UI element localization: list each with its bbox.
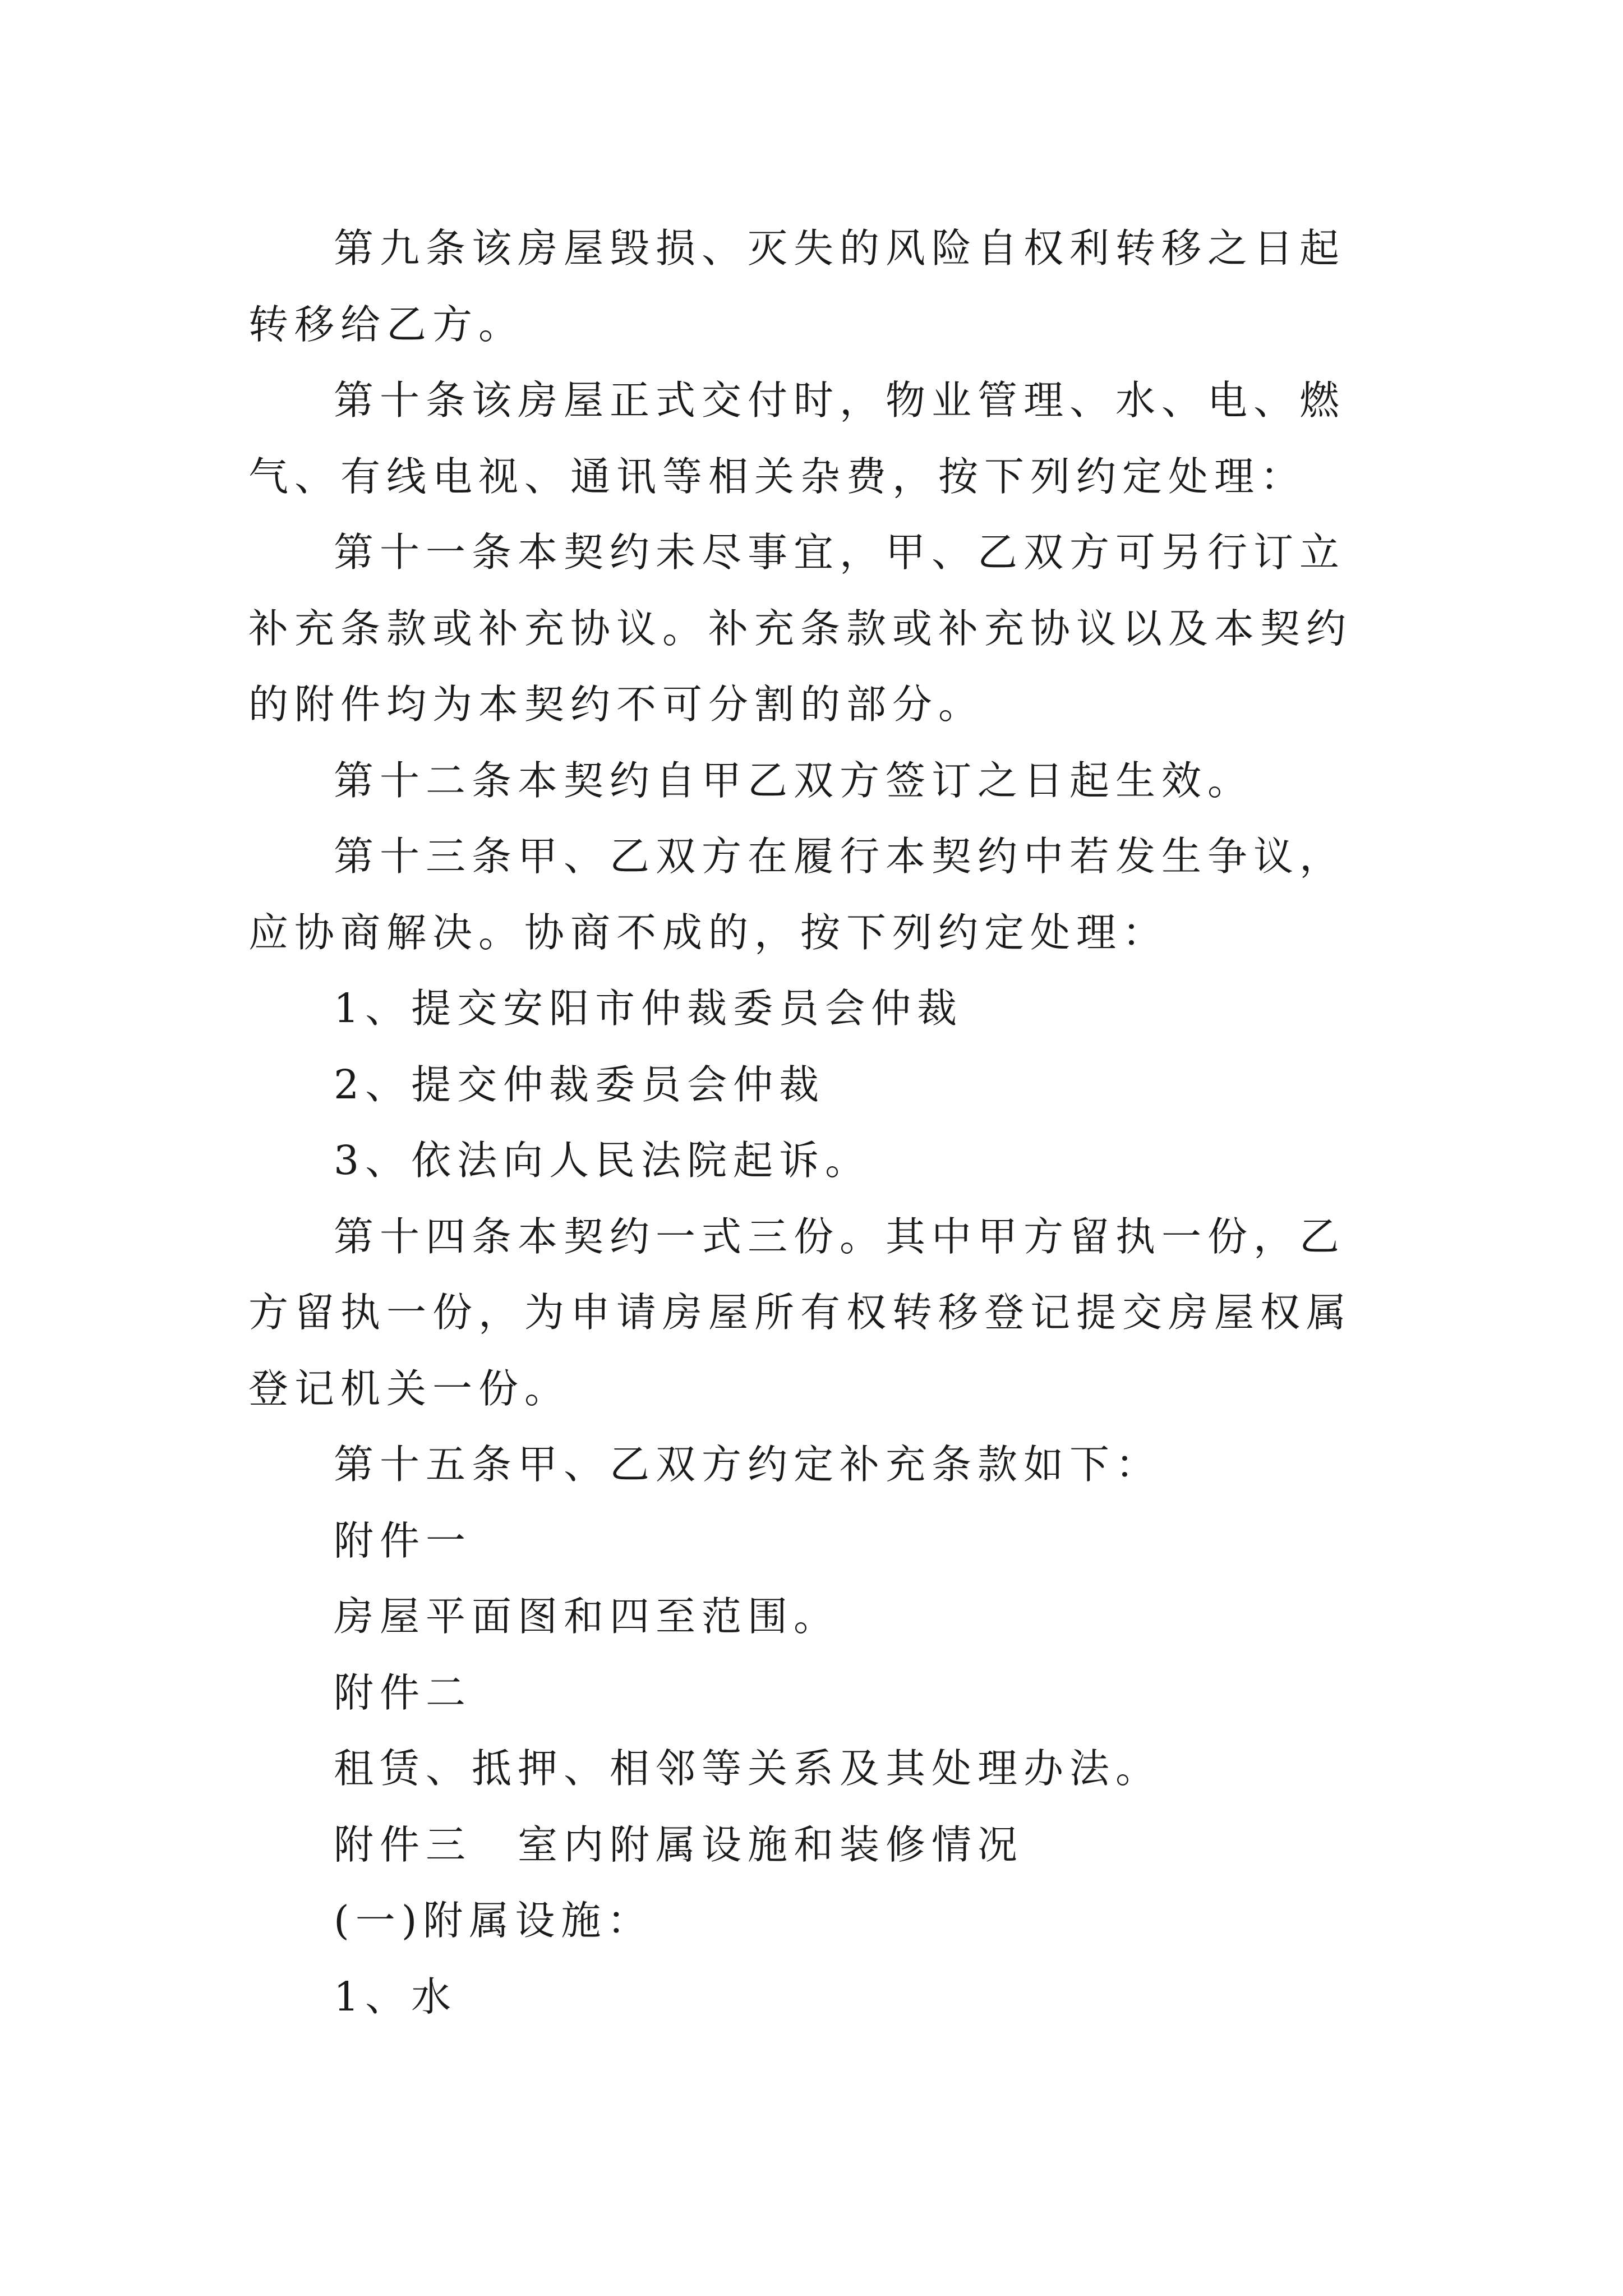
facility-item-1: 1、水 <box>334 1973 458 2020</box>
article-10: 第十条该房屋正式交付时，物业管理、水、电、燃气、有线电视、通讯等相关杂费，按下列约定处理： <box>248 377 1346 500</box>
attachment-2-heading: 附件二 <box>334 1669 472 1716</box>
attachment-3-heading: 附件三 室内附属设施和装修情况 <box>334 1821 1024 1868</box>
dispute-option-2: 2、提交仲裁委员会仲裁 <box>334 1061 826 1108</box>
dispute-option-3: 3、依法向人民法院起诉。 <box>334 1137 872 1184</box>
article-14: 第十四条本契约一式三份。其中甲方留执一份，乙方留执一份，为申请房屋所有权转移登记提交房屋权属登记机关一份。 <box>248 1213 1353 1412</box>
document-body <box>248 210 1387 2035</box>
attachment-1-heading: 附件一 <box>334 1517 472 1564</box>
article-13: 第十三条甲、乙双方在履行本契约中若发生争议，应协商解决。协商不成的，按下列约定处理： <box>248 833 1346 956</box>
attachment-2-text: 租赁、抵押、相邻等关系及其处理办法。 <box>334 1745 1162 1792</box>
article-9: 第九条该房屋毁损、灭失的风险自权利转移之日起转移给乙方。 <box>248 225 1346 348</box>
dispute-option-1: 1、提交安阳市仲裁委员会仲裁 <box>334 985 963 1032</box>
facilities-heading: (一)附属设施： <box>334 1897 653 1944</box>
article-11: 第十一条本契约未尽事宜，甲、乙双方可另行订立补充条款或补充协议。补充条款或补充协议以及本契约的附件均为本契约不可分割的部分。 <box>248 529 1353 728</box>
article-15: 第十五条甲、乙双方约定补充条款如下： <box>334 1441 1162 1488</box>
article-12: 第十二条本契约自甲乙双方签订之日起生效。 <box>334 757 1254 804</box>
attachment-1-text: 房屋平面图和四至范围。 <box>334 1593 840 1640</box>
